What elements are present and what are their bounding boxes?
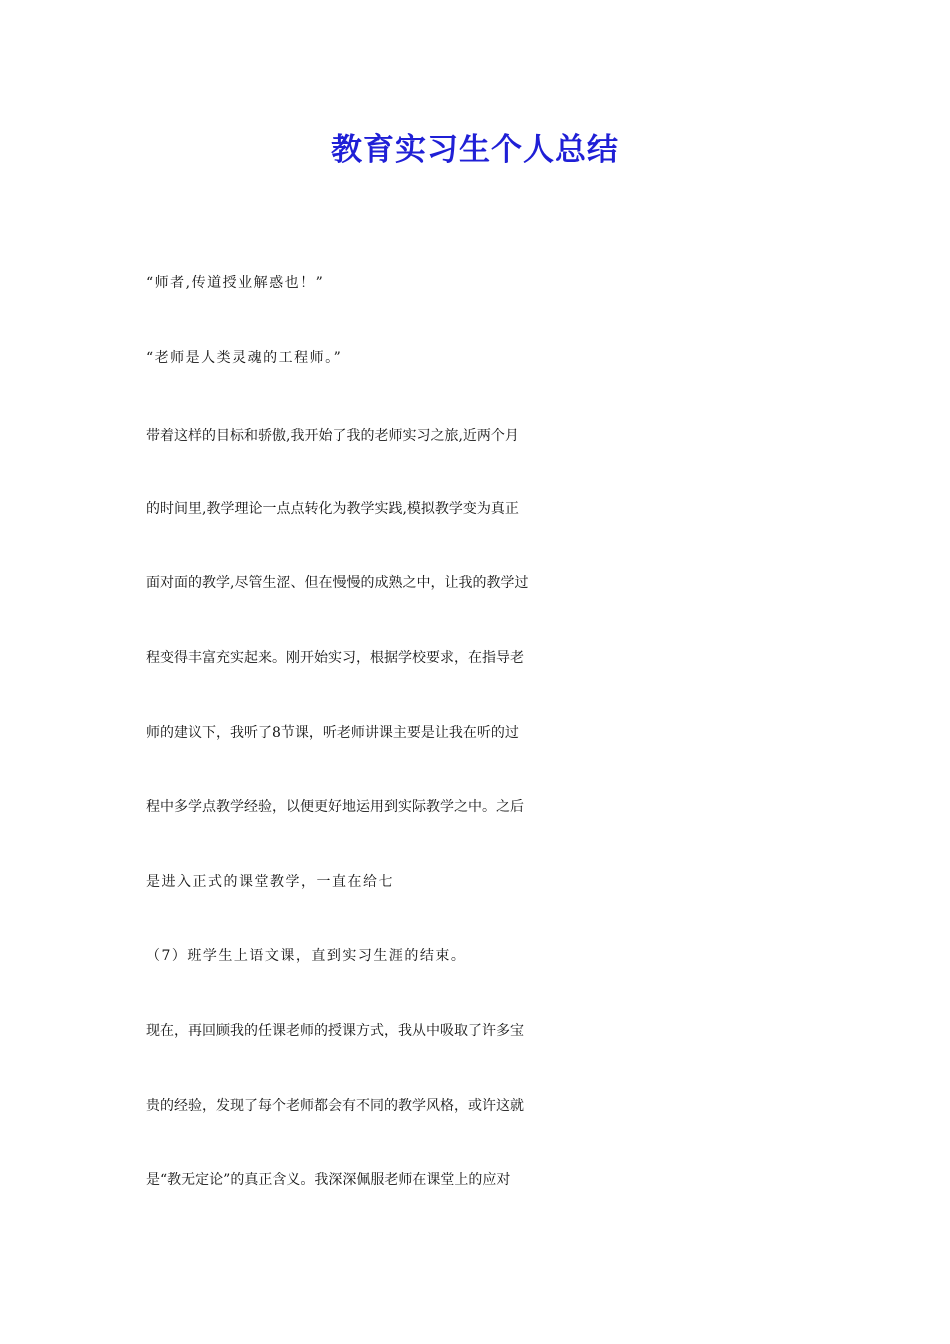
document-title: 教育实习生个人总结: [331, 132, 619, 168]
text-line-7: 师的建议下，我听了8节课，听老师讲课主要是让我在听的过: [146, 725, 519, 741]
text-line-5: 面对面的教学,尽管生涩、但在慢慢的成熟之中，让我的教学过: [146, 575, 529, 591]
text-line-12: 贵的经验，发现了每个老师都会有不同的教学风格，或许这就: [146, 1098, 524, 1114]
text-line-1: “师者,传道授业解惑也！”: [146, 275, 325, 291]
text-line-11: 现在，再回顾我的任课老师的授课方式，我从中吸取了许多宝: [146, 1023, 524, 1039]
text-line-9: 是进入正式的课堂教学，一直在给七: [146, 874, 394, 890]
text-line-3: 带着这样的目标和骄傲,我开始了我的老师实习之旅,近两个月: [146, 428, 519, 444]
text-line-4: 的时间里,教学理论一点点转化为教学实践,模拟教学变为真正: [146, 501, 519, 517]
text-line-13: 是“教无定论”的真正含义。我深深佩服老师在课堂上的应对: [146, 1172, 511, 1188]
text-line-6: 程变得丰富充实起来。刚开始实习，根据学校要求，在指导老: [146, 650, 524, 666]
text-line-8: 程中多学点教学经验，以便更好地运用到实际教学之中。之后: [146, 799, 524, 815]
text-line-2: “老师是人类灵魂的工程师。”: [146, 350, 343, 366]
text-line-10: （7）班学生上语文课，直到实习生涯的结束。: [146, 948, 467, 964]
